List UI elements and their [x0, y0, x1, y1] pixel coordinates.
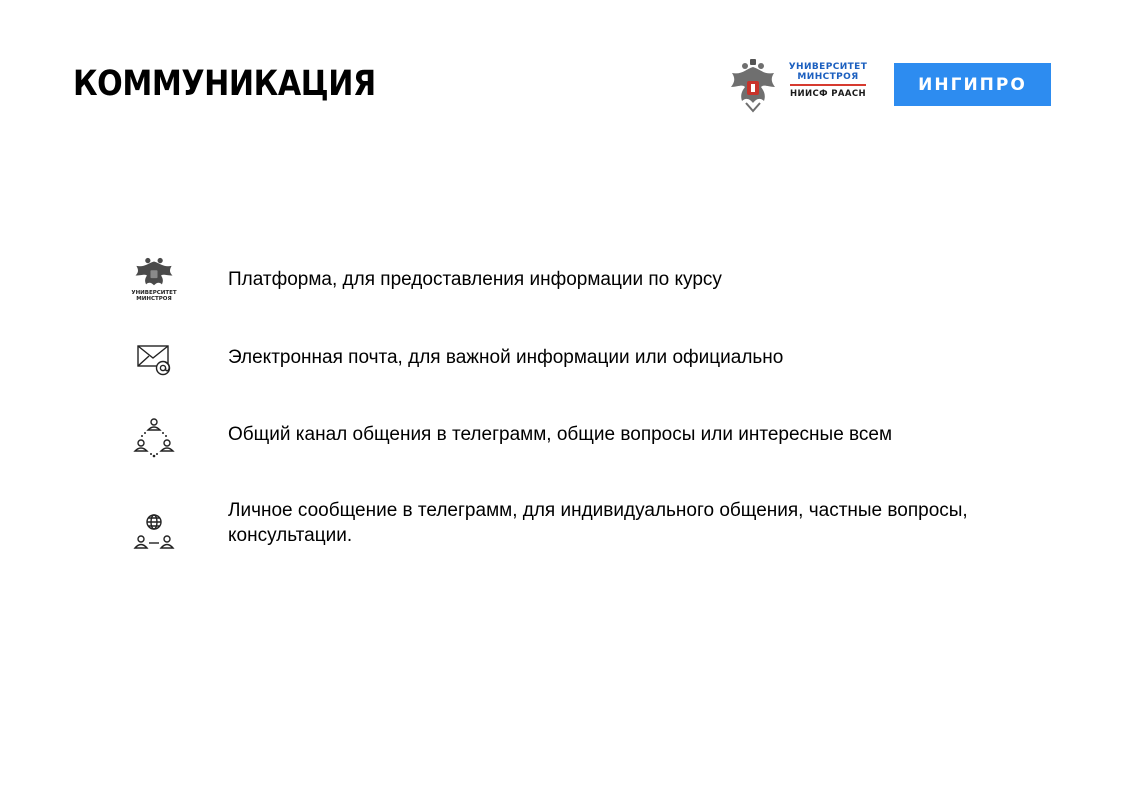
item-text: Личное сообщение в телеграмм, для индивидуального общения, частные вопросы, консультации. — [228, 500, 968, 546]
item-text: Электронная почта, для важной информации или официально — [228, 347, 784, 368]
page-title: КОММУНИКАЦИЯ — [73, 64, 376, 104]
item-text: Общий канал общения в телеграмм, общие вопросы или интересные всем — [228, 424, 893, 445]
university-logo-line1: УНИВЕРСИТЕТ — [788, 62, 868, 72]
university-emblem-icon — [126, 252, 182, 308]
university-logo-line2: МИНСТРОЯ — [797, 72, 859, 82]
icon-caption-line2: МИНСТРОЯ — [136, 296, 172, 302]
university-logo-line3: НИИСФ РААСН — [789, 89, 867, 99]
university-logo — [728, 57, 873, 113]
double-headed-eagle-icon — [728, 57, 778, 113]
email-icon — [126, 330, 182, 386]
personal-message-icon — [126, 504, 182, 560]
ingipro-logo: ИНГИПРО — [894, 63, 1051, 106]
icon-caption-line1: УНИВЕРСИТЕТ — [131, 290, 177, 296]
university-logo-divider — [790, 84, 866, 86]
item-text: Платформа, для предоставления информации по курсу — [228, 269, 722, 290]
group-chat-icon — [126, 408, 182, 464]
